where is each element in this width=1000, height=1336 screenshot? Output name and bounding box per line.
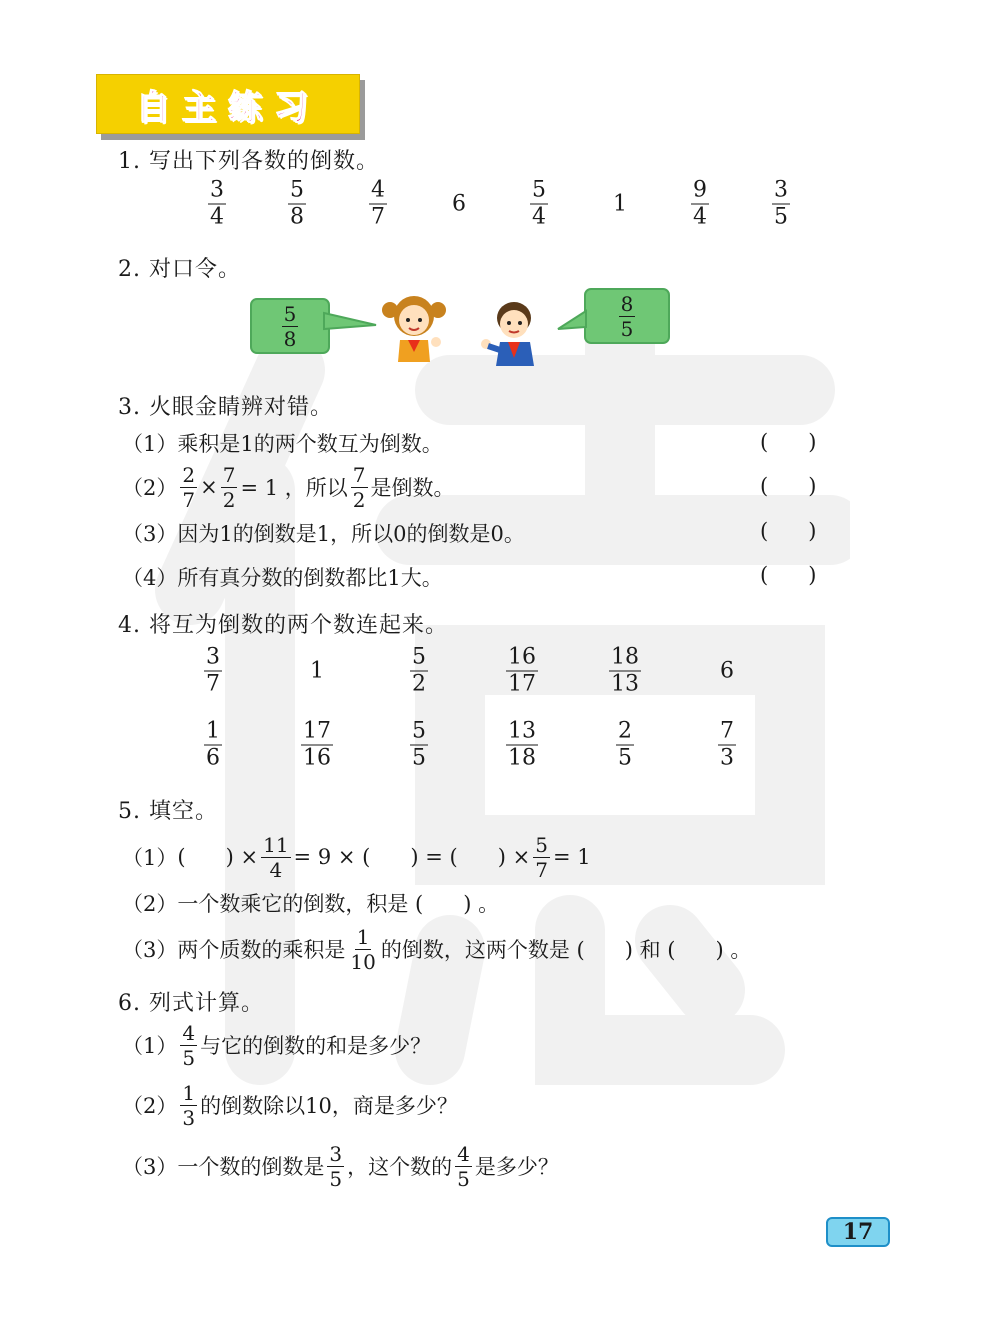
q4-bottom-item-5: $\frac{2}{5}$ [618, 718, 632, 771]
q1-item-3: $\frac{4}{7}$ [371, 177, 385, 230]
q3-s2-equals: = 1 ，所以 [240, 476, 348, 500]
q5-s1-part-c: = 1 [552, 845, 591, 869]
q4-top-item-4: $\frac{16}{17}$ [508, 644, 536, 697]
q5-s2-label: （2） [122, 892, 178, 916]
q4-bottom-item-4: $\frac{13}{18}$ [508, 718, 536, 771]
girl-illustration [378, 290, 450, 362]
q3-s2-fraction-1: $\frac{2}{7}$ [182, 462, 196, 512]
q6-title: 6. 列式计算。 [118, 991, 264, 1016]
q4-top-item-1: $\frac{3}{7}$ [206, 644, 220, 697]
q6-statement-2 [122, 1082, 458, 1128]
q3-statement-2 [122, 464, 455, 510]
right-bubble-fraction: $\frac{8}{5}$ [620, 291, 634, 341]
q6-s3-label: （3） [122, 1155, 178, 1179]
q3-s3-text: 因为1的倒数是1，所以0的倒数是0。 [177, 522, 525, 546]
right-bubble-tail [556, 305, 588, 335]
q6-s3-part-a: 一个数的倒数是 [177, 1155, 325, 1179]
q6-s1-fraction: $\frac{4}{5}$ [182, 1020, 196, 1070]
q1-item-4: 6 [452, 191, 466, 217]
q5-statement-2 [122, 888, 499, 918]
q3-answer-blank-3[interactable]: ( ) [760, 519, 817, 543]
q3-s3-label: （3） [122, 522, 178, 546]
q5-s2-text[interactable]: 一个数乘它的倒数，积是 ( ) 。 [177, 892, 500, 916]
q3-answer-blank-1[interactable]: ( ) [760, 430, 817, 454]
q1-item-6: 1 [613, 191, 627, 217]
q1-item-1: $\frac{3}{4}$ [210, 177, 224, 230]
q3-statement-4 [122, 562, 443, 592]
q3-answer-blank-4[interactable]: ( ) [760, 563, 817, 587]
q1-item-5: $\frac{5}{4}$ [532, 177, 546, 230]
q6-s3-part-c: 是多少？ [474, 1155, 559, 1179]
q4-top-item-3: $\frac{5}{2}$ [412, 644, 426, 697]
q6-s1-text: 与它的倒数的和是多少？ [200, 1034, 432, 1058]
q5-statement-1 [122, 834, 591, 880]
q3-s1-label: （1） [122, 432, 178, 456]
q3-statement-1 [122, 428, 443, 458]
q3-answer-blank-2[interactable]: ( ) [760, 474, 817, 498]
q3-s2-times: × [200, 475, 218, 499]
q6-s3-fraction-2: $\frac{4}{5}$ [457, 1141, 470, 1191]
q1-item-7: $\frac{9}{4}$ [693, 177, 707, 230]
q5-s1-part-a[interactable]: ( ) × [177, 845, 259, 869]
q5-s1-label: （1） [122, 846, 178, 870]
q1-item-2: $\frac{5}{8}$ [290, 177, 304, 230]
q1-title: 1. 写出下列各数的倒数。 [118, 149, 379, 174]
section-banner [96, 74, 360, 134]
q4-top-item-6: 6 [720, 658, 734, 684]
q5-title: 5. 填空。 [118, 799, 218, 824]
left-speech-bubble [250, 298, 330, 354]
q6-s2-text: 的倒数除以10，商是多少？ [200, 1094, 458, 1118]
q3-s2-label: （2） [122, 476, 178, 500]
q6-s1-label: （1） [122, 1034, 178, 1058]
q5-s3-fraction: $\frac{1}{10}$ [350, 924, 376, 974]
q4-bottom-item-3: $\frac{5}{5}$ [412, 718, 426, 771]
q3-s2-fraction-3: $\frac{7}{2}$ [352, 462, 366, 512]
q4-title: 4. 将互为倒数的两个数连起来。 [118, 613, 448, 638]
q3-s4-text: 所有真分数的倒数都比1大。 [177, 566, 443, 590]
q4-top-item-2: 1 [310, 658, 324, 684]
q4-bottom-item-2: $\frac{17}{16}$ [303, 718, 331, 771]
q2-title: 2. 对口令。 [118, 257, 241, 282]
q3-s2-tail: 是倒数。 [370, 476, 455, 500]
boy-illustration [476, 294, 548, 366]
q5-s3-label: （3） [122, 938, 178, 962]
q6-s2-label: （2） [122, 1094, 178, 1118]
q6-statement-3 [122, 1143, 559, 1189]
q3-title: 3. 火眼金睛辨对错。 [118, 395, 333, 420]
q4-bottom-item-6: $\frac{7}{3}$ [720, 718, 734, 771]
q5-s1-part-b[interactable]: = 9 × ( ) = ( ) × [293, 845, 531, 869]
banner-title: 自主练习 [136, 87, 320, 128]
q4-top-item-5: $\frac{18}{13}$ [611, 644, 639, 697]
q5-s3-part-a: 两个质数的乘积是 [177, 938, 346, 962]
q1-item-8: $\frac{3}{5}$ [774, 177, 788, 230]
left-bubble-fraction: $\frac{5}{8}$ [283, 301, 297, 351]
q6-statement-1 [122, 1022, 431, 1068]
q4-bottom-item-1: $\frac{1}{6}$ [206, 718, 220, 771]
q5-s1-fraction-1: $\frac{11}{4}$ [263, 832, 289, 882]
page-number: 17 [826, 1217, 890, 1247]
right-speech-bubble [584, 288, 670, 344]
q5-s1-fraction-2: $\frac{5}{7}$ [535, 832, 548, 882]
q5-statement-3 [122, 926, 751, 972]
q6-s3-part-b: ，这个数的 [347, 1155, 453, 1179]
q3-statement-3 [122, 518, 525, 548]
q3-s2-fraction-2: $\frac{7}{2}$ [222, 462, 236, 512]
q6-s3-fraction-1: $\frac{3}{5}$ [329, 1141, 343, 1191]
q6-s2-fraction: $\frac{1}{3}$ [182, 1080, 196, 1130]
q5-s3-part-b[interactable]: 的倒数，这两个数是 ( ) 和 ( ) 。 [380, 938, 752, 962]
left-bubble-tail [320, 305, 380, 335]
q3-s1-text: 乘积是1的两个数互为倒数。 [177, 432, 443, 456]
q3-s4-label: （4） [122, 566, 178, 590]
